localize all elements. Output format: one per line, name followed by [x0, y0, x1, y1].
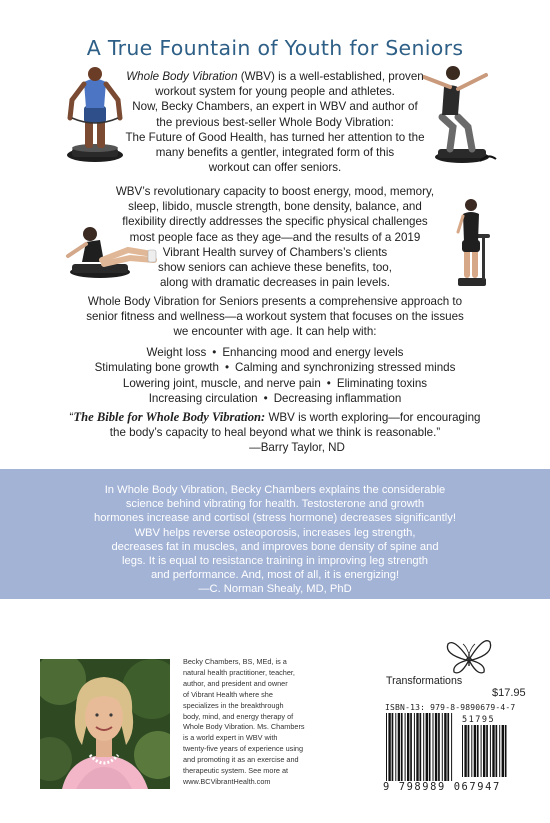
benefit-row — [0, 391, 550, 406]
cover-title: A True Fountain of Youth for Seniors — [86, 36, 464, 60]
publisher-name: Transformations — [386, 675, 463, 687]
isbn-number: ISBN-13: 979-8-9890679-4-7 — [385, 703, 516, 712]
quote-attribution: —Barry Taylor, ND — [249, 441, 345, 455]
barcode-bar — [414, 713, 415, 781]
wbv-line: sleep, libido, muscle strength, bone density, balance, and — [128, 200, 422, 214]
benefit-item: Decreasing inflammation — [273, 391, 402, 405]
bio-line: Becky Chambers, BS, MEd, is a — [183, 657, 287, 666]
barcode-bar — [420, 713, 422, 781]
bio-line: therapeutic system. See more at — [183, 766, 289, 776]
intro-line: many benefits a gentler, integrated form of this — [155, 146, 395, 160]
benefit-item: Eliminating toxins — [336, 376, 428, 390]
barcode-bar — [426, 713, 428, 781]
barcode-bar — [468, 725, 470, 777]
price-addon-barcode — [461, 725, 509, 777]
author-bio — [183, 657, 368, 788]
barcode-bar — [442, 713, 443, 781]
barcode-bar — [502, 725, 504, 777]
band-quote-line: decreases fat in muscles, and improves bone density of spine and — [111, 540, 439, 553]
wbv-line: flexibility directly addresses the specific physical challenges — [122, 215, 428, 229]
price-code: 51795 — [462, 715, 496, 725]
intro-line: workout can offer seniors. — [208, 161, 342, 175]
benefit-item: Stimulating bone growth — [94, 361, 219, 375]
approach-line: we encounter with age. It can help with: — [173, 325, 377, 339]
bio-line: body, mind, and energy therapy of — [183, 711, 294, 721]
butterfly-icon — [444, 636, 494, 676]
barcode-bar — [407, 713, 409, 781]
bio-line: www.BCVibrantHealth.com — [183, 776, 271, 786]
endorsement-quote-shealy — [0, 483, 550, 597]
barcode-bar — [444, 713, 446, 781]
benefit-row — [0, 376, 550, 391]
intro-line: workout system for young people and athletes. — [155, 85, 395, 99]
barcode-bar — [401, 713, 403, 781]
band-quote-line: WBV helps reverse osteoporosis, increases leg strength, — [134, 526, 416, 539]
bullet-separator: • — [224, 361, 230, 375]
bullet-separator: • — [326, 376, 331, 390]
benefit-row — [0, 345, 550, 360]
barcode-bar — [386, 713, 387, 781]
band-quote-line: legs. It is equal to resistance training in improving leg strength — [122, 555, 428, 568]
bio-line: is a world expert in WBV with — [183, 733, 278, 743]
barcode-bar — [496, 725, 498, 777]
wbv-line: Vibrant Health survey of Chambers’s clients — [162, 245, 388, 259]
barcode-bar — [483, 725, 485, 777]
isbn-barcode — [385, 713, 455, 781]
intro-italic-lead: Whole Body Vibration — [126, 70, 238, 83]
open-quote-mark: “ — [69, 411, 74, 424]
benefit-item: Enhancing mood and energy levels — [222, 346, 404, 359]
wbv-benefits-paragraph — [80, 184, 470, 290]
barcode-bar — [474, 725, 476, 777]
approach-paragraph — [40, 294, 510, 340]
bio-line: natural health practitioner, teacher, — [183, 667, 295, 677]
band-quote-attribution: —C. Norman Shealy, MD, PhD — [198, 583, 352, 596]
bio-line: twenty-five years of experience using — [183, 744, 304, 754]
price: $17.95 — [492, 687, 526, 699]
endorsement-quote-taylor — [0, 410, 550, 456]
barcode-bar — [435, 713, 437, 781]
benefit-item: Increasing circulation — [148, 391, 258, 405]
barcode-bar — [429, 713, 431, 781]
author-photo — [40, 659, 170, 789]
intro-line: The Future of Good Health, has turned her attention to the — [125, 130, 425, 144]
quote-text: WBV is worth exploring—for encouraging — [265, 411, 481, 424]
wbv-line: along with dramatic decreases in pain levels. — [159, 276, 391, 290]
barcode-bar — [447, 713, 449, 781]
barcode-bar — [505, 725, 507, 777]
bio-line: specializes in the breakthrough — [183, 700, 284, 710]
bio-line: author, and president and owner — [183, 678, 288, 688]
barcode-bar — [410, 713, 412, 781]
intro-line: the previous best-seller Whole Body Vibration: — [156, 115, 394, 129]
wbv-line: WBV’s revolutionary capacity to boost energy, mood, memory, — [115, 185, 435, 198]
barcode-bar — [471, 725, 472, 777]
benefit-row — [0, 360, 550, 375]
bullet-separator: • — [263, 391, 268, 405]
barcode-bar — [464, 725, 466, 777]
barcode-bar — [433, 713, 434, 781]
barcode-bar — [405, 713, 406, 781]
band-quote-line: hormones increase and cortisol (stress hormone) decreases significantly! — [94, 512, 456, 525]
barcode-bar — [438, 713, 440, 781]
barcode-bar — [416, 713, 418, 781]
bio-line: of Vibrant Health where she — [183, 689, 273, 699]
benefits-list — [0, 345, 550, 406]
benefit-item: Calming and synchronizing stressed minds — [235, 361, 456, 375]
bio-line: Whole Body Vibration. Ms. Chambers — [183, 722, 305, 732]
intro-line: Now, Becky Chambers, an expert in WBV and author of — [132, 100, 418, 114]
approach-line: Whole Body Vibration for Seniors presents a comprehensive approach to — [87, 295, 463, 308]
barcode-bar — [477, 725, 479, 777]
approach-line: senior fitness and wellness—a workout system that focuses on the issues — [86, 310, 464, 324]
intro-first-line — [100, 69, 450, 84]
band-quote-line: science behind vibrating for health. Testosterone and growth — [125, 498, 425, 511]
barcode-bar — [398, 713, 400, 781]
wbv-line: most people face as they age—and the results of a 2019 — [129, 230, 421, 244]
benefit-item: Weight loss — [146, 346, 207, 359]
band-quote-line: In Whole Body Vibration, Becky Chambers explains the considerable — [104, 484, 446, 496]
barcode-bar — [392, 713, 394, 781]
barcode-bar — [462, 725, 463, 777]
intro-line: (WBV) is a well-established, proven — [240, 70, 424, 83]
quote-bold-title: The Bible for Whole Body Vibration: — [73, 410, 266, 424]
band-quote-line: and performance. And, most of all, it is energizing! — [150, 569, 400, 582]
barcode-bar — [423, 713, 424, 781]
barcode-bar — [486, 725, 488, 777]
barcode-bar — [492, 725, 494, 777]
barcode-digits: 9 798989 067947 — [383, 781, 501, 793]
benefit-item: Lowering joint, muscle, and nerve pain — [122, 376, 321, 390]
bullet-separator: • — [212, 346, 217, 359]
barcode-bar — [451, 713, 452, 781]
barcode-bar — [395, 713, 396, 781]
barcode-bar — [499, 725, 500, 777]
barcode-bar — [490, 725, 491, 777]
barcode-bar — [481, 725, 482, 777]
bio-line: and promoting it as an exercise and — [183, 755, 299, 765]
quote-line — [0, 410, 550, 425]
intro-paragraph — [100, 69, 450, 175]
wbv-line: show seniors can achieve these benefits, too, — [158, 261, 392, 275]
barcode-bar — [388, 713, 390, 781]
quote-text: the body’s capacity to heal beyond what we think is reasonable.” — [109, 426, 441, 440]
